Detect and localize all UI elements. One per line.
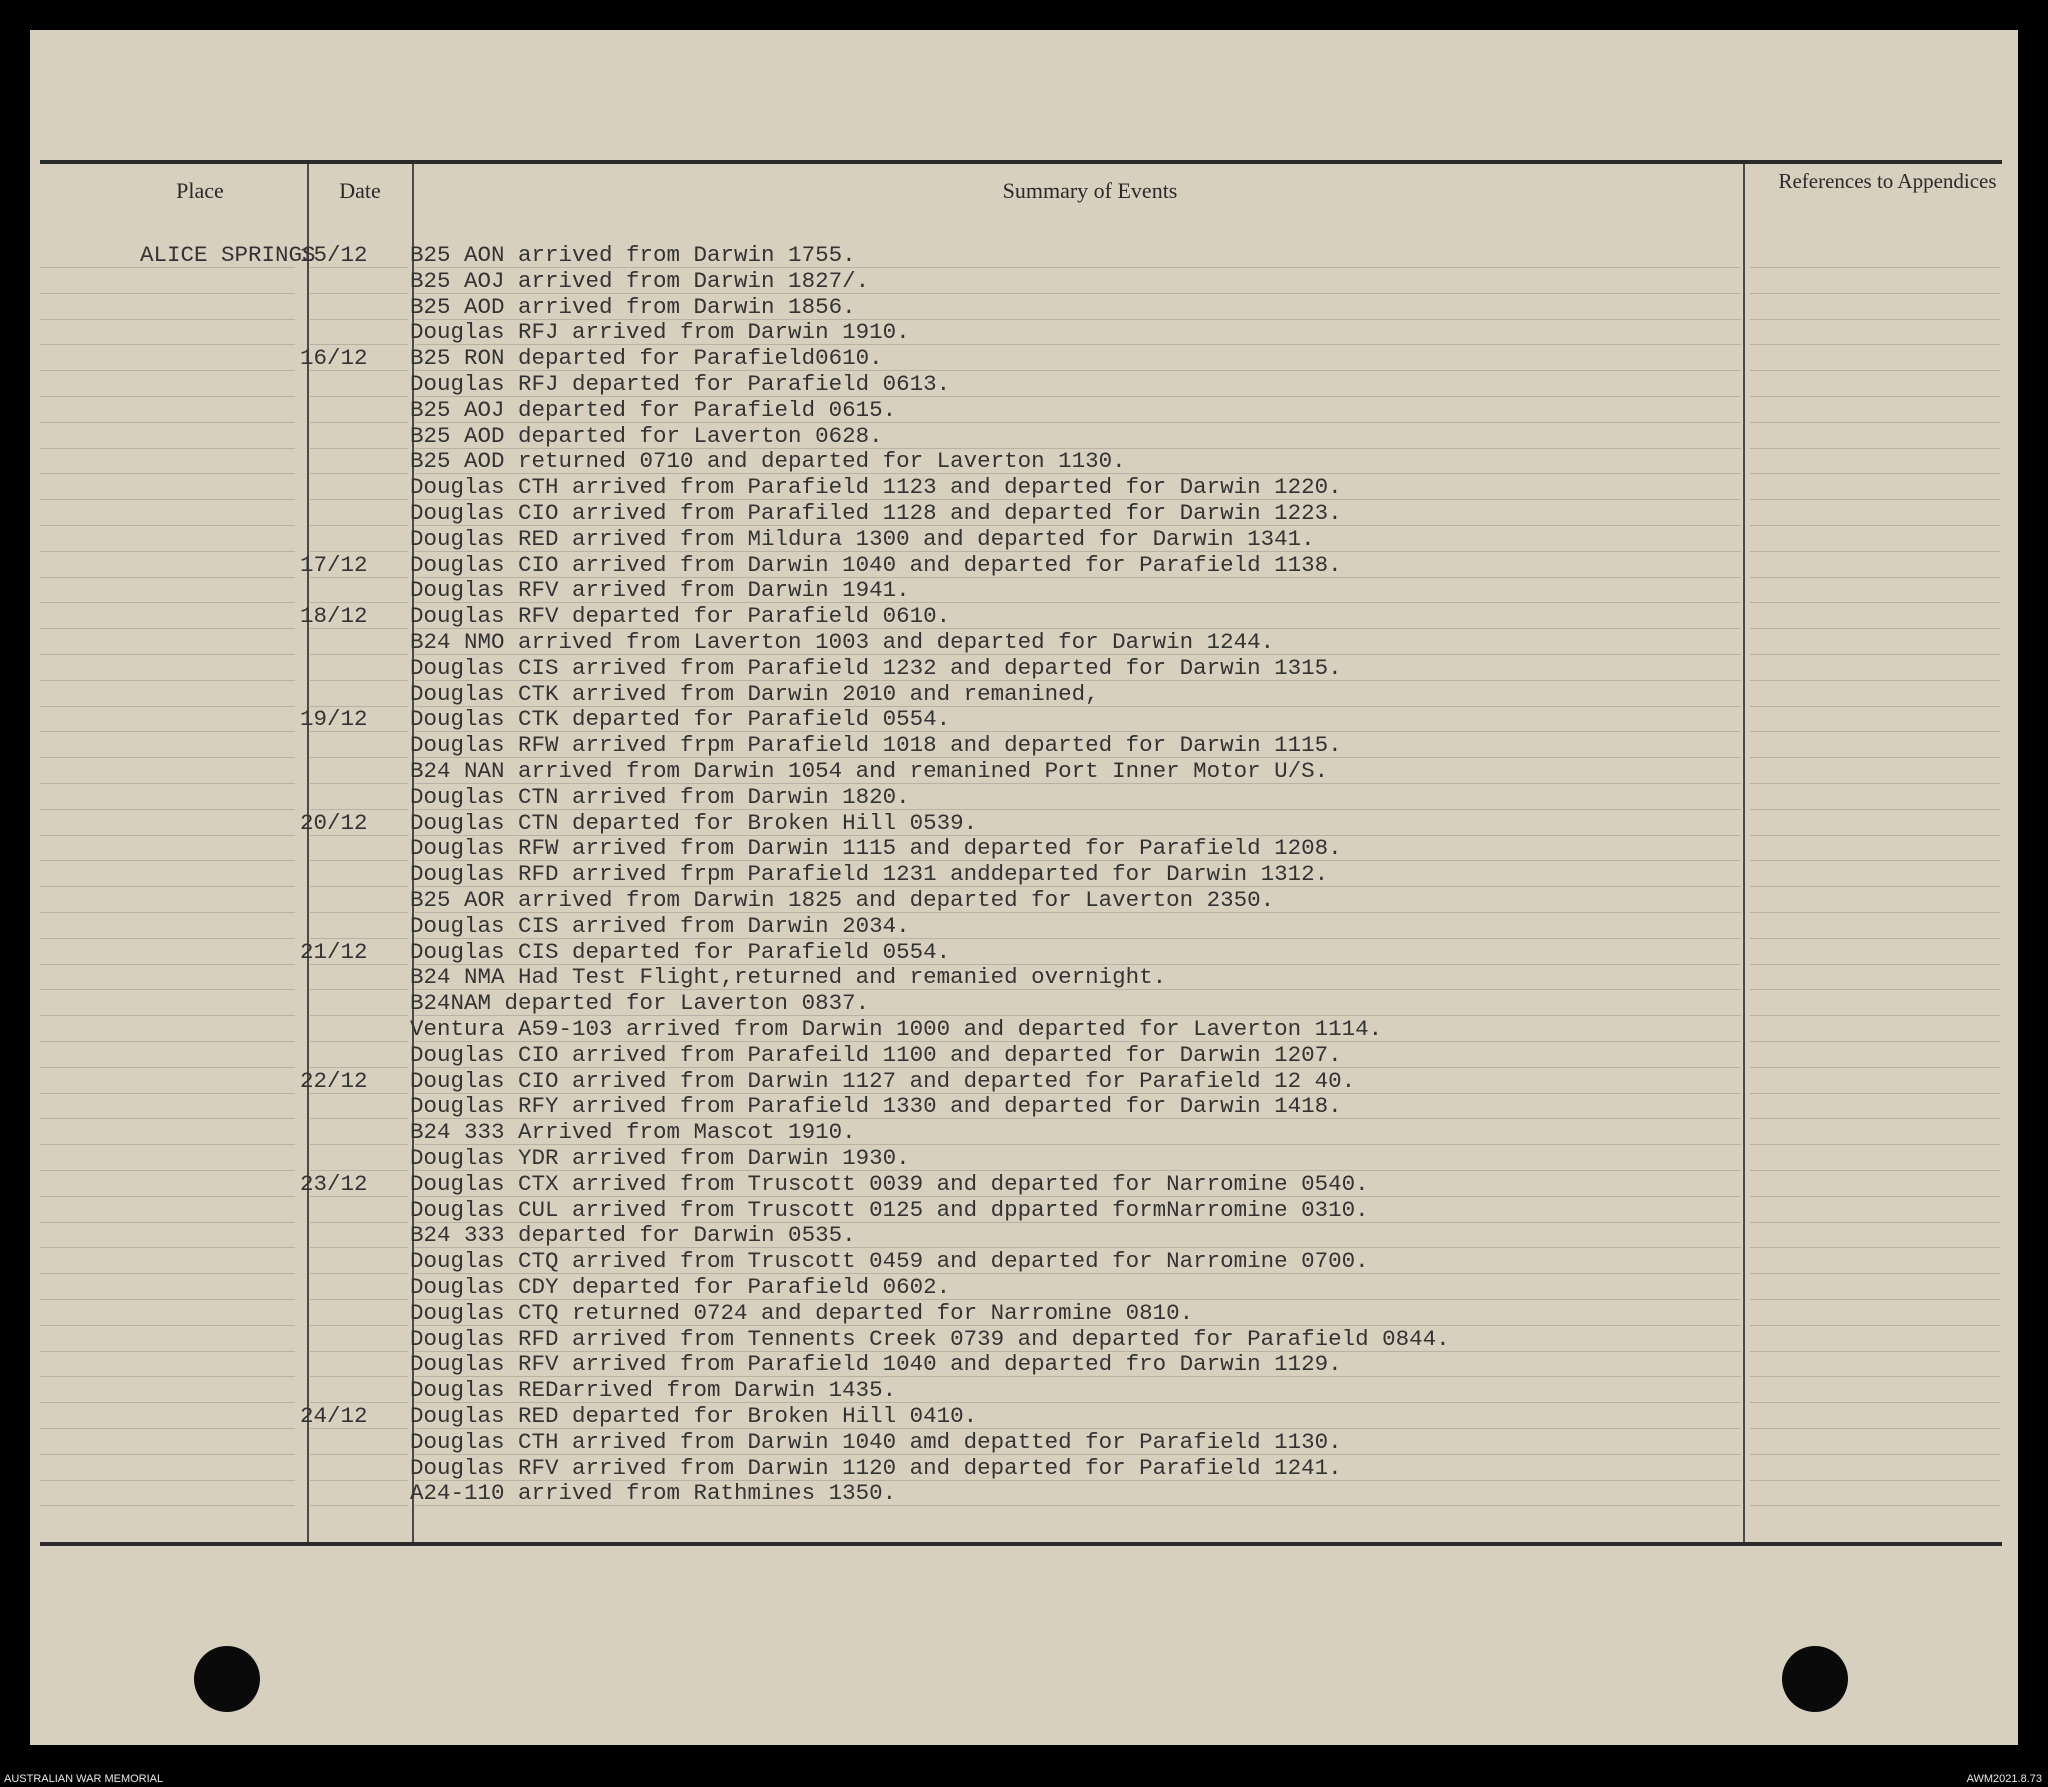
ruled-line xyxy=(1750,1325,2000,1326)
ruled-line xyxy=(1750,912,2000,913)
column-divider-references xyxy=(1743,164,1745,1542)
ruled-line xyxy=(310,396,408,397)
row-event: B24 333 Arrived from Mascot 1910. xyxy=(410,1119,856,1145)
ruled-line xyxy=(1750,757,2000,758)
ruled-line xyxy=(40,1067,295,1068)
ruled-line xyxy=(1750,783,2000,784)
ruled-line xyxy=(40,396,295,397)
ruled-line xyxy=(1750,1376,2000,1377)
ruled-line xyxy=(1750,602,2000,603)
ruled-line xyxy=(1750,1118,2000,1119)
ruled-line xyxy=(1750,835,2000,836)
row-event: Douglas CTK arrived from Darwin 2010 and remanined, xyxy=(410,681,1099,707)
ruled-line xyxy=(1750,989,2000,990)
ruled-line xyxy=(310,525,408,526)
row-event: Douglas RFV arrived from Parafield 1040 and departed fro Darwin 1129. xyxy=(410,1351,1342,1377)
row-date: 15/12 xyxy=(300,242,368,268)
ruled-line xyxy=(1750,344,2000,345)
ruled-line xyxy=(310,1325,408,1326)
row-event: B24 NMA Had Test Flight,returned and remanied overnight. xyxy=(410,964,1167,990)
ruled-line xyxy=(1750,731,2000,732)
row-event: Douglas CDY departed for Parafield 0602. xyxy=(410,1274,951,1300)
ruled-line xyxy=(40,1402,295,1403)
row-event: Douglas RED departed for Broken Hill 0410. xyxy=(410,1403,978,1429)
footer-accession: AWM2021.8.73 xyxy=(1966,1773,2042,1785)
bottom-rule xyxy=(40,1542,2002,1546)
row-event: Douglas RFJ arrived from Darwin 1910. xyxy=(410,319,910,345)
ruled-line xyxy=(310,448,408,449)
row-event: Douglas CTQ returned 0724 and departed for Narromine 0810. xyxy=(410,1300,1194,1326)
ruled-line xyxy=(1750,1402,2000,1403)
ruled-line xyxy=(1750,964,2000,965)
row-event: Douglas CIS departed for Parafield 0554. xyxy=(410,939,951,965)
row-event: Douglas YDR arrived from Darwin 1930. xyxy=(410,1145,910,1171)
ruled-line xyxy=(40,293,295,294)
ruled-line xyxy=(1750,551,2000,552)
ruled-line xyxy=(1750,370,2000,371)
ruled-line xyxy=(40,912,295,913)
row-date: 21/12 xyxy=(300,939,368,965)
ruled-line xyxy=(40,1093,295,1094)
row-date: 22/12 xyxy=(300,1068,368,1094)
ruled-line xyxy=(40,602,295,603)
ruled-line xyxy=(1750,1299,2000,1300)
ruled-line xyxy=(40,370,295,371)
ruled-line xyxy=(40,1299,295,1300)
row-event: B25 AOD returned 0710 and departed for Laverton 1130. xyxy=(410,448,1126,474)
row-event: B25 AOD arrived from Darwin 1856. xyxy=(410,294,856,320)
ruled-line xyxy=(40,1222,295,1223)
ruled-line xyxy=(40,319,295,320)
ruled-line xyxy=(1750,267,2000,268)
ruled-line xyxy=(40,1015,295,1016)
row-event: Douglas RFV arrived from Darwin 1120 and departed for Parafield 1241. xyxy=(410,1455,1342,1481)
ruled-line xyxy=(310,1222,408,1223)
row-event: B25 AOD departed for Laverton 0628. xyxy=(410,423,883,449)
ruled-line xyxy=(40,1041,295,1042)
ruled-line xyxy=(40,1273,295,1274)
row-event: Douglas CTX arrived from Truscott 0039 and departed for Narromine 0540. xyxy=(410,1171,1369,1197)
row-event: B24NAM departed for Laverton 0837. xyxy=(410,990,870,1016)
ruled-line xyxy=(1750,1505,2000,1506)
ruled-line xyxy=(40,344,295,345)
ruled-line xyxy=(1750,1015,2000,1016)
row-event: Douglas CTK departed for Parafield 0554. xyxy=(410,706,951,732)
row-date: 23/12 xyxy=(300,1171,368,1197)
ruled-line xyxy=(1750,860,2000,861)
row-event: Douglas CIO arrived from Darwin 1127 and departed for Parafield 12 40. xyxy=(410,1068,1356,1094)
header-place: Place xyxy=(176,178,224,203)
ruled-line xyxy=(1750,293,2000,294)
ruled-line xyxy=(310,1118,408,1119)
row-event: Douglas CTQ arrived from Truscott 0459 and departed for Narromine 0700. xyxy=(410,1248,1369,1274)
row-event: B25 AOR arrived from Darwin 1825 and departed for Laverton 2350. xyxy=(410,887,1275,913)
row-event: Douglas RFV departed for Parafield 0610. xyxy=(410,603,951,629)
ruled-line xyxy=(1750,886,2000,887)
row-event: A24-110 arrived from Rathmines 1350. xyxy=(410,1480,897,1506)
ruled-line xyxy=(1750,1196,2000,1197)
ruled-line xyxy=(310,757,408,758)
ruled-line xyxy=(40,938,295,939)
ruled-line xyxy=(40,525,295,526)
ruled-line xyxy=(310,1144,408,1145)
ruled-line xyxy=(40,809,295,810)
ruled-line xyxy=(40,886,295,887)
ruled-line xyxy=(40,783,295,784)
ruled-line xyxy=(1750,1067,2000,1068)
ruled-line xyxy=(1750,1144,2000,1145)
ruled-line xyxy=(1750,1222,2000,1223)
ruled-line xyxy=(310,989,408,990)
header-references: References to Appendices xyxy=(1778,169,1997,193)
row-event: Douglas CTN departed for Broken Hill 0539. xyxy=(410,810,978,836)
ruled-line xyxy=(40,1480,295,1481)
row-event: Douglas RFJ departed for Parafield 0613. xyxy=(410,371,951,397)
ruled-line xyxy=(1750,1428,2000,1429)
ruled-line xyxy=(1750,1247,2000,1248)
ruled-line xyxy=(1750,1093,2000,1094)
ruled-line xyxy=(310,783,408,784)
ruled-line xyxy=(310,473,408,474)
ruled-line xyxy=(310,912,408,913)
ruled-line xyxy=(310,680,408,681)
ruled-line xyxy=(1750,422,2000,423)
ruled-line xyxy=(1750,396,2000,397)
ruled-line xyxy=(310,654,408,655)
ruled-line xyxy=(40,1170,295,1171)
ruled-line xyxy=(1750,448,2000,449)
ruled-line xyxy=(310,293,408,294)
ruled-line xyxy=(40,835,295,836)
row-event: Douglas CIO arrived from Darwin 1040 and departed for Parafield 1138. xyxy=(410,552,1342,578)
row-event: Douglas CIO arrived from Parafeild 1100 and departed for Darwin 1207. xyxy=(410,1042,1342,1068)
ruled-line xyxy=(310,499,408,500)
row-event: Ventura A59-103 arrived from Darwin 1000 and departed for Laverton 1114. xyxy=(410,1016,1383,1042)
row-event: B24 333 departed for Darwin 0535. xyxy=(410,1222,856,1248)
ruled-line xyxy=(310,1299,408,1300)
row-event: B25 AON arrived from Darwin 1755. xyxy=(410,242,856,268)
row-date: 16/12 xyxy=(300,345,368,371)
ruled-line xyxy=(310,1247,408,1248)
footer-institution: AUSTRALIAN WAR MEMORIAL xyxy=(4,1773,164,1785)
ruled-line xyxy=(1750,473,2000,474)
row-event: Douglas CTH arrived from Darwin 1040 amd depatted for Parafield 1130. xyxy=(410,1429,1342,1455)
ruled-line xyxy=(40,706,295,707)
ruled-line xyxy=(1750,706,2000,707)
ruled-line xyxy=(310,1015,408,1016)
ruled-line xyxy=(310,1454,408,1455)
ruled-line xyxy=(310,1351,408,1352)
row-event: Douglas CTN arrived from Darwin 1820. xyxy=(410,784,910,810)
ruled-line xyxy=(40,577,295,578)
ruled-line xyxy=(40,422,295,423)
ruled-line xyxy=(1750,680,2000,681)
row-event: Douglas CTH arrived from Parafield 1123 and departed for Darwin 1220. xyxy=(410,474,1342,500)
row-event: B25 RON departed for Parafield0610. xyxy=(410,345,883,371)
document-page xyxy=(30,30,2018,1745)
ruled-line xyxy=(1750,577,2000,578)
row-place: ALICE SPRINGS xyxy=(140,242,316,268)
ruled-line xyxy=(1750,525,2000,526)
ruled-line xyxy=(40,654,295,655)
ruled-line xyxy=(40,1505,295,1506)
ruled-line xyxy=(1750,499,2000,500)
punch-hole-left xyxy=(194,1646,260,1712)
row-event: Douglas CIS arrived from Parafield 1232 and departed for Darwin 1315. xyxy=(410,655,1342,681)
ruled-line xyxy=(40,499,295,500)
header-summary: Summary of Events xyxy=(1002,178,1178,203)
ruled-line xyxy=(40,1196,295,1197)
row-date: 17/12 xyxy=(300,552,368,578)
ruled-line xyxy=(40,1454,295,1455)
row-event: Douglas RFY arrived from Parafield 1330 and departed for Darwin 1418. xyxy=(410,1093,1342,1119)
ruled-line xyxy=(310,422,408,423)
row-event: B25 AOJ arrived from Darwin 1827/. xyxy=(410,268,870,294)
ruled-line xyxy=(1750,1351,2000,1352)
ruled-line xyxy=(40,1351,295,1352)
ruled-line xyxy=(310,1041,408,1042)
row-event: B24 NMO arrived from Laverton 1003 and departed for Darwin 1244. xyxy=(410,629,1275,655)
ruled-line xyxy=(1750,628,2000,629)
row-event: Douglas CIS arrived from Darwin 2034. xyxy=(410,913,910,939)
top-rule xyxy=(40,160,2002,164)
ruled-line xyxy=(40,731,295,732)
ruled-line xyxy=(40,551,295,552)
ruled-line xyxy=(40,989,295,990)
ruled-line xyxy=(40,1118,295,1119)
row-event: Douglas RED arrived from Mildura 1300 and departed for Darwin 1341. xyxy=(410,526,1315,552)
ruled-line xyxy=(310,1505,408,1506)
ruled-line xyxy=(310,860,408,861)
ruled-line xyxy=(40,448,295,449)
ruled-line xyxy=(40,757,295,758)
ruled-line xyxy=(40,473,295,474)
ruled-line xyxy=(1750,1170,2000,1171)
header-date: Date xyxy=(339,178,381,203)
ruled-line xyxy=(1750,1454,2000,1455)
row-event: Douglas RFW arrived from Darwin 1115 and departed for Parafield 1208. xyxy=(410,835,1342,861)
ruled-line xyxy=(310,319,408,320)
row-event: Douglas RFD arrived from Tennents Creek 0739 and departed for Parafield 0844. xyxy=(410,1326,1450,1352)
row-event: Douglas RFD arrived frpm Parafield 1231 anddeparted for Darwin 1312. xyxy=(410,861,1329,887)
row-date: 24/12 xyxy=(300,1403,368,1429)
ruled-line xyxy=(40,680,295,681)
ruled-line xyxy=(1750,809,2000,810)
ruled-line xyxy=(40,1247,295,1248)
row-event: B25 AOJ departed for Parafield 0615. xyxy=(410,397,897,423)
punch-hole-right xyxy=(1782,1646,1848,1712)
ruled-line xyxy=(310,1376,408,1377)
ruled-line xyxy=(40,1428,295,1429)
ruled-line xyxy=(40,860,295,861)
ruled-line xyxy=(40,628,295,629)
ruled-line xyxy=(310,886,408,887)
row-event: Douglas RFW arrived frpm Parafield 1018 and departed for Darwin 1115. xyxy=(410,732,1342,758)
ruled-line xyxy=(1750,1273,2000,1274)
ruled-line xyxy=(40,1144,295,1145)
ruled-line xyxy=(1750,1041,2000,1042)
ruled-line xyxy=(1750,938,2000,939)
row-event: Douglas CUL arrived from Truscott 0125 and dpparted formNarromine 0310. xyxy=(410,1197,1369,1223)
ruled-line xyxy=(1750,319,2000,320)
ruled-line xyxy=(1750,654,2000,655)
ruled-line xyxy=(310,1273,408,1274)
ruled-line xyxy=(40,1325,295,1326)
row-event: Douglas RFV arrived from Darwin 1941. xyxy=(410,577,910,603)
row-date: 20/12 xyxy=(300,810,368,836)
row-date: 18/12 xyxy=(300,603,368,629)
row-event: B24 NAN arrived from Darwin 1054 and remanined Port Inner Motor U/S. xyxy=(410,758,1329,784)
ruled-line xyxy=(40,964,295,965)
ruled-line xyxy=(40,1376,295,1377)
ruled-line xyxy=(1750,1480,2000,1481)
row-date: 19/12 xyxy=(300,706,368,732)
row-event: Douglas CIO arrived from Parafiled 1128 and departed for Darwin 1223. xyxy=(410,500,1342,526)
row-event: Douglas REDarrived from Darwin 1435. xyxy=(410,1377,897,1403)
ruled-line xyxy=(310,1480,408,1481)
